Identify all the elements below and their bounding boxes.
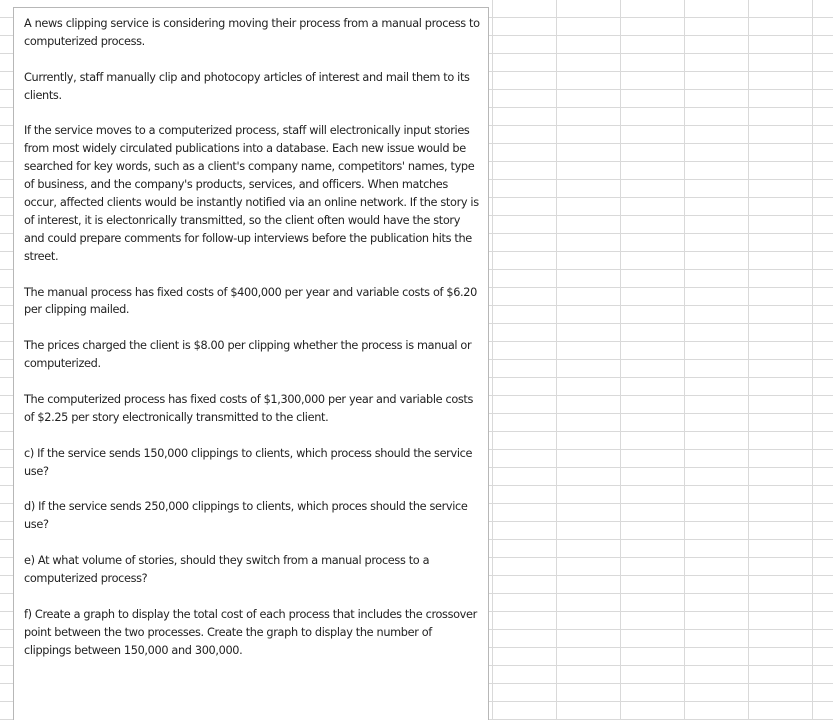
computerized-process-paragraph: If the service moves to a computerized process, staff will electronically input stories from most widely circulated publications into a database. Each new issue would be searched for key words, such as a client's company name, competitors' names, type of business, and the company's products, services, and officers. When matches occur, affected clients would be instantly notified via an online network. If the story is of interest, it is electonrically transmitted, so the client often would have the story and could prepare comments for follow-up interviews before the publication hits the street. (24, 124, 479, 263)
question-f: f) Create a graph to display the total cost of each process that includes the crossover point between the two processes. Create the graph to display the number of clippings between 150,000 and 300,000. (24, 607, 477, 657)
price-paragraph: The prices charged the client is $8.00 per clipping whether the process is manual or computerized. (24, 339, 472, 371)
column-gridline (684, 0, 685, 720)
current-process-paragraph: Currently, staff manually clip and photocopy articles of interest and mail them to its clients. (24, 70, 470, 102)
manual-costs-paragraph: The manual process has fixed costs of $400,000 per year and variable costs of $6.20 per clipping mailed. (24, 285, 477, 317)
column-gridline (556, 0, 557, 720)
computerized-costs-paragraph: The computerized process has fixed costs of $1,300,000 per year and variable costs of $2.25 per story electronically transmitted to the client. (24, 392, 474, 424)
question-d: d) If the service sends 250,000 clippings to clients, which proces should the service use? (24, 500, 468, 532)
intro-paragraph: A news clipping service is considering moving their process from a manual process to computerized process. (24, 17, 480, 48)
question-c: c) If the service sends 150,000 clippings to clients, which process should the service use? (24, 446, 473, 478)
column-gridline (620, 0, 621, 720)
column-gridline (748, 0, 749, 720)
question-e: e) At what volume of stories, should they switch from a manual process to a computerized process? (24, 554, 430, 585)
column-gridline (812, 0, 813, 720)
problem-text-box[interactable] (13, 7, 489, 720)
